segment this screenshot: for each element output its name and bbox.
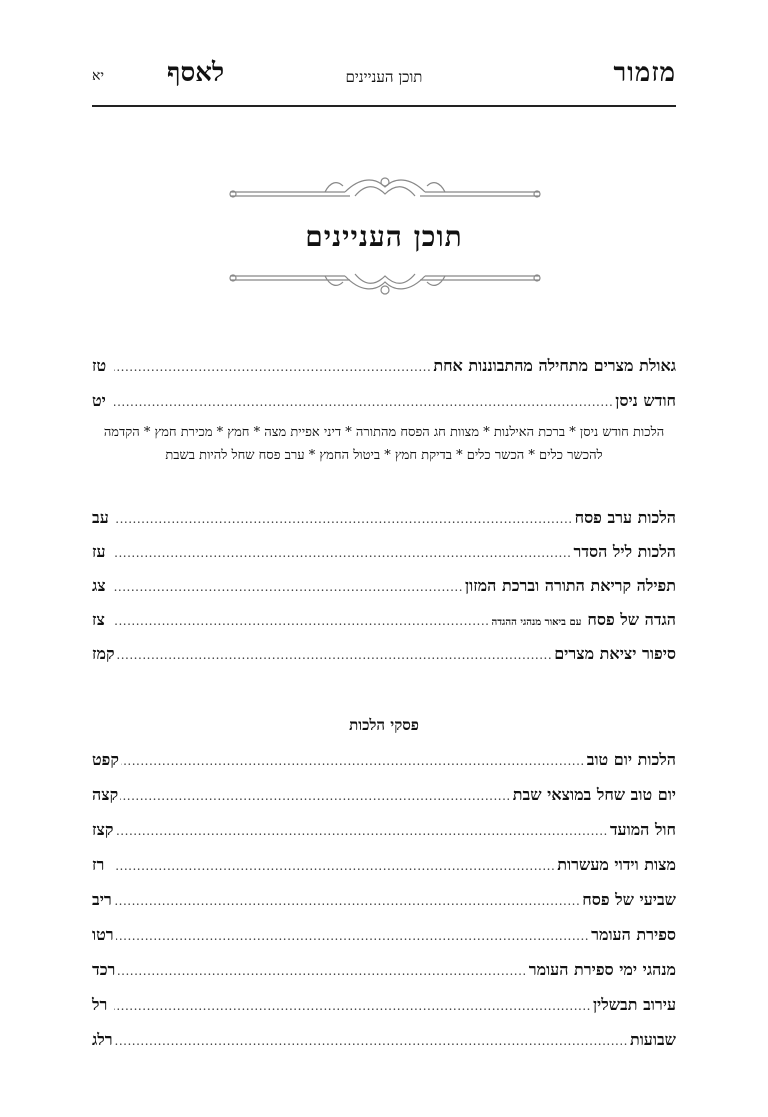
toc-entry-title: שבועות <box>629 1030 676 1049</box>
toc-entry-page: יט <box>92 391 106 410</box>
toc-row[interactable] <box>92 644 676 668</box>
toc-row[interactable] <box>92 391 676 415</box>
toc-entry-page: קצז <box>92 820 114 839</box>
toc-entry-page: עז <box>92 542 106 561</box>
leader-dots <box>114 395 613 409</box>
toc-entry-page: רלג <box>92 1030 113 1049</box>
toc-entry-title: גאולת מצרים מתחילה מהתבוננות אחת <box>433 356 676 375</box>
running-header <box>92 58 676 98</box>
leader-dots <box>114 580 463 594</box>
toc-row[interactable] <box>92 356 676 380</box>
toc-row[interactable] <box>92 750 676 774</box>
leader-dots <box>114 859 555 873</box>
toc-entry-page: עב <box>92 508 109 527</box>
toc-entry-title: חודש ניסן <box>615 391 676 410</box>
leader-dots <box>116 929 589 943</box>
leader-dots <box>121 754 585 768</box>
leader-dots <box>120 789 511 803</box>
toc-entry-title: מנהגי ימי ספירת העומר <box>528 960 676 979</box>
leader-dots <box>114 512 573 526</box>
toc-row[interactable] <box>92 508 676 532</box>
toc-row[interactable] <box>92 960 676 984</box>
toc-entry-title: הלכות יום טוב <box>586 750 676 769</box>
toc-entry-title: יום טוב שחל במוצאי שבת <box>512 785 676 804</box>
toc-entry-title: הגדה של פסח <box>587 610 676 629</box>
section-heading: פסקי הלכות <box>349 716 419 734</box>
toc-entry-title: הלכות ליל הסדר <box>573 542 676 561</box>
toc-entry-page: רז <box>92 855 105 874</box>
leader-dots <box>115 1034 628 1048</box>
toc-row[interactable] <box>92 785 676 809</box>
toc-entry-title: חול המועד <box>609 820 676 839</box>
toc-entry-page: ריב <box>92 890 112 909</box>
leader-dots <box>117 964 526 978</box>
toc-row[interactable] <box>92 820 676 844</box>
toc-entry-page: קפט <box>92 750 119 769</box>
toc-entry-title: תפילה קריאת התורה וברכת המזון <box>465 576 676 595</box>
toc-row[interactable] <box>92 610 676 634</box>
ornament-bottom-icon <box>225 264 545 298</box>
toc-row[interactable] <box>92 855 676 879</box>
nisan-topics-description: הלכות חודש ניסן * ברכת האילנות * מצוות חג הפסח מהתורה * דיני אפיית מצה * חמץ * מכירת חמץ * הקדמה להכשר כלים * הכשר כלים * בדיקת חמץ * ביטול החמץ * ערב פסח שחל להיות בשבת <box>103 425 665 463</box>
toc-row[interactable] <box>92 542 676 566</box>
toc-entry-title: סיפור יציאת מצרים <box>554 644 676 663</box>
toc-row[interactable] <box>92 890 676 914</box>
page-title: תוכן העניינים <box>305 220 463 253</box>
header-section-name: תוכן העניינים <box>345 68 423 86</box>
toc-row[interactable] <box>92 995 676 1019</box>
toc-entry-page: צז <box>92 610 105 629</box>
header-title-word-1: מזמור <box>613 58 676 88</box>
toc-row[interactable] <box>92 925 676 949</box>
toc-row[interactable] <box>92 576 676 600</box>
toc-entry-title: עירוב תבשלין <box>592 995 676 1014</box>
leader-dots <box>114 614 489 628</box>
toc-entry-title: מצות וידוי מעשרות <box>557 855 676 874</box>
toc-entry-title: הלכות ערב פסח <box>574 508 676 527</box>
ornament-top-icon <box>225 172 545 206</box>
leader-dots <box>114 894 580 908</box>
toc-entry-page: קצה <box>92 785 119 804</box>
leader-dots <box>117 648 553 662</box>
toc-entry-title: ספירת העומר <box>591 925 676 944</box>
leader-dots <box>114 999 591 1013</box>
toc-entry-page: קמז <box>92 644 115 663</box>
toc-entry-page: צג <box>92 576 106 595</box>
toc-entry-page: רכד <box>92 960 116 979</box>
leader-dots <box>114 546 571 560</box>
leader-dots <box>115 824 607 838</box>
header-title-word-2: לאסף <box>167 58 225 88</box>
leader-dots <box>114 360 431 374</box>
toc-entry-subtitle: עם ביאור מנהגי ההגדה <box>491 617 582 628</box>
header-divider <box>92 105 676 107</box>
page-number: יא <box>92 68 105 84</box>
toc-entry-title: שביעי של פסח <box>582 890 676 909</box>
toc-entry-page: רל <box>92 995 108 1014</box>
toc-row[interactable] <box>92 1030 676 1054</box>
toc-entry-page: רטו <box>92 925 114 944</box>
toc-entry-page: טז <box>92 356 107 375</box>
